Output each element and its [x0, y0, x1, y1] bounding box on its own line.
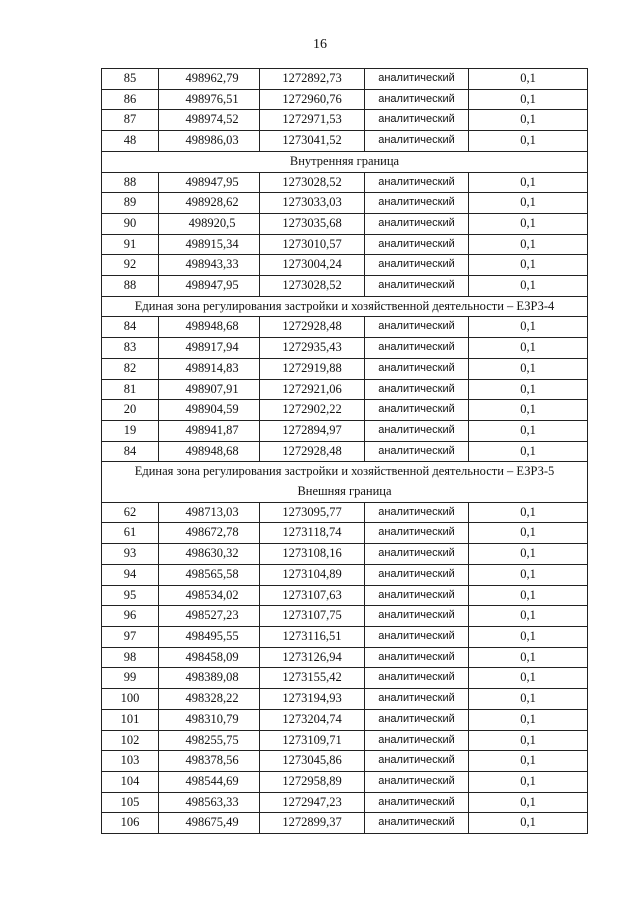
table-row [102, 172, 588, 193]
table-row [102, 730, 588, 751]
x-coordinate-cell: 498563,33 [159, 792, 260, 813]
x-coordinate-cell: 498672,78 [159, 523, 260, 544]
method-cell: аналитический [365, 813, 469, 834]
page-number: 16 [313, 37, 327, 52]
table-row [102, 110, 588, 131]
y-coordinate-cell: 1272928,48 [260, 317, 365, 338]
y-coordinate-cell: 1273095,77 [260, 502, 365, 523]
accuracy-cell: 0,1 [469, 400, 588, 421]
table-row [102, 193, 588, 214]
x-coordinate-cell: 498943,33 [159, 255, 260, 276]
section-title-line: Внешняя граница [297, 484, 392, 499]
x-coordinate-cell: 498914,83 [159, 358, 260, 379]
accuracy-cell: 0,1 [469, 234, 588, 255]
accuracy-cell: 0,1 [469, 502, 588, 523]
y-coordinate-cell: 1273045,86 [260, 751, 365, 772]
x-coordinate-cell: 498534,02 [159, 585, 260, 606]
table-row [102, 544, 588, 565]
method-cell: аналитический [365, 668, 469, 689]
point-number-cell: 20 [102, 400, 159, 421]
table-row [102, 689, 588, 710]
accuracy-cell: 0,1 [469, 255, 588, 276]
table-row [102, 338, 588, 359]
section-title-line: Единая зона регулирования застройки и хозяйственной деятельности – ЕЗРЗ-5 [134, 464, 555, 479]
y-coordinate-cell: 1273107,63 [260, 585, 365, 606]
section-title-line: Внутренняя граница [289, 153, 400, 168]
accuracy-cell: 0,1 [469, 213, 588, 234]
table-row [102, 647, 588, 668]
y-coordinate-cell: 1272919,88 [260, 358, 365, 379]
x-coordinate-cell: 498904,59 [159, 400, 260, 421]
x-coordinate-cell: 498928,62 [159, 193, 260, 214]
x-coordinate-cell: 498976,51 [159, 89, 260, 110]
accuracy-cell: 0,1 [469, 379, 588, 400]
accuracy-cell: 0,1 [469, 792, 588, 813]
x-coordinate-cell: 498941,87 [159, 420, 260, 441]
table-row [102, 606, 588, 627]
table-row [102, 276, 588, 297]
point-number-cell: 101 [102, 709, 159, 730]
x-coordinate-cell: 498974,52 [159, 110, 260, 131]
point-number-cell: 102 [102, 730, 159, 751]
method-cell: аналитический [365, 523, 469, 544]
section-header-row [102, 296, 588, 317]
x-coordinate-cell: 498962,79 [159, 69, 260, 90]
x-coordinate-cell: 498917,94 [159, 338, 260, 359]
y-coordinate-cell: 1272935,43 [260, 338, 365, 359]
accuracy-cell: 0,1 [469, 585, 588, 606]
method-cell: аналитический [365, 172, 469, 193]
y-coordinate-cell: 1273004,24 [260, 255, 365, 276]
method-cell: аналитический [365, 606, 469, 627]
accuracy-cell: 0,1 [469, 606, 588, 627]
y-coordinate-cell: 1273108,16 [260, 544, 365, 565]
y-coordinate-cell: 1272971,53 [260, 110, 365, 131]
point-number-cell: 62 [102, 502, 159, 523]
y-coordinate-cell: 1272892,73 [260, 69, 365, 90]
point-number-cell: 87 [102, 110, 159, 131]
method-cell: аналитический [365, 69, 469, 90]
x-coordinate-cell: 498389,08 [159, 668, 260, 689]
x-coordinate-cell: 498713,03 [159, 502, 260, 523]
point-number-cell: 106 [102, 813, 159, 834]
x-coordinate-cell: 498527,23 [159, 606, 260, 627]
x-coordinate-cell: 498986,03 [159, 131, 260, 152]
y-coordinate-cell: 1273204,74 [260, 709, 365, 730]
method-cell: аналитический [365, 338, 469, 359]
table-row [102, 131, 588, 152]
accuracy-cell: 0,1 [469, 110, 588, 131]
accuracy-cell: 0,1 [469, 69, 588, 90]
table-row [102, 771, 588, 792]
point-number-cell: 96 [102, 606, 159, 627]
x-coordinate-cell: 498328,22 [159, 689, 260, 710]
method-cell: аналитический [365, 276, 469, 297]
method-cell: аналитический [365, 234, 469, 255]
section-title [102, 296, 588, 317]
accuracy-cell: 0,1 [469, 172, 588, 193]
table-row [102, 255, 588, 276]
method-cell: аналитический [365, 626, 469, 647]
point-number-cell: 88 [102, 172, 159, 193]
table-row [102, 751, 588, 772]
point-number-cell: 88 [102, 276, 159, 297]
table-row [102, 379, 588, 400]
table-row [102, 213, 588, 234]
y-coordinate-cell: 1273028,52 [260, 172, 365, 193]
y-coordinate-cell: 1273116,51 [260, 626, 365, 647]
accuracy-cell: 0,1 [469, 813, 588, 834]
method-cell: аналитический [365, 110, 469, 131]
y-coordinate-cell: 1273155,42 [260, 668, 365, 689]
x-coordinate-cell: 498565,58 [159, 564, 260, 585]
table-row [102, 813, 588, 834]
y-coordinate-cell: 1272947,23 [260, 792, 365, 813]
point-number-cell: 95 [102, 585, 159, 606]
y-coordinate-cell: 1273033,03 [260, 193, 365, 214]
x-coordinate-cell: 498378,56 [159, 751, 260, 772]
point-number-cell: 89 [102, 193, 159, 214]
method-cell: аналитический [365, 771, 469, 792]
point-number-cell: 84 [102, 317, 159, 338]
accuracy-cell: 0,1 [469, 358, 588, 379]
point-number-cell: 48 [102, 131, 159, 152]
accuracy-cell: 0,1 [469, 193, 588, 214]
table-row [102, 523, 588, 544]
y-coordinate-cell: 1272958,89 [260, 771, 365, 792]
accuracy-cell: 0,1 [469, 317, 588, 338]
table-row [102, 626, 588, 647]
x-coordinate-cell: 498255,75 [159, 730, 260, 751]
method-cell: аналитический [365, 709, 469, 730]
method-cell: аналитический [365, 751, 469, 772]
point-number-cell: 61 [102, 523, 159, 544]
point-number-cell: 86 [102, 89, 159, 110]
table-row [102, 792, 588, 813]
point-number-cell: 94 [102, 564, 159, 585]
y-coordinate-cell: 1273104,89 [260, 564, 365, 585]
y-coordinate-cell: 1273035,68 [260, 213, 365, 234]
x-coordinate-cell: 498948,68 [159, 317, 260, 338]
method-cell: аналитический [365, 400, 469, 421]
table-row [102, 420, 588, 441]
point-number-cell: 83 [102, 338, 159, 359]
x-coordinate-cell: 498947,95 [159, 276, 260, 297]
method-cell: аналитический [365, 585, 469, 606]
accuracy-cell: 0,1 [469, 523, 588, 544]
y-coordinate-cell: 1272899,37 [260, 813, 365, 834]
method-cell: аналитический [365, 647, 469, 668]
x-coordinate-cell: 498495,55 [159, 626, 260, 647]
method-cell: аналитический [365, 564, 469, 585]
point-number-cell: 100 [102, 689, 159, 710]
x-coordinate-cell: 498544,69 [159, 771, 260, 792]
point-number-cell: 91 [102, 234, 159, 255]
method-cell: аналитический [365, 193, 469, 214]
method-cell: аналитический [365, 255, 469, 276]
accuracy-cell: 0,1 [469, 338, 588, 359]
x-coordinate-cell: 498947,95 [159, 172, 260, 193]
method-cell: аналитический [365, 420, 469, 441]
y-coordinate-cell: 1272902,22 [260, 400, 365, 421]
accuracy-cell: 0,1 [469, 89, 588, 110]
x-coordinate-cell: 498915,34 [159, 234, 260, 255]
y-coordinate-cell: 1273107,75 [260, 606, 365, 627]
x-coordinate-cell: 498630,32 [159, 544, 260, 565]
method-cell: аналитический [365, 544, 469, 565]
point-number-cell: 90 [102, 213, 159, 234]
table-row [102, 358, 588, 379]
table-row [102, 89, 588, 110]
table-row [102, 69, 588, 90]
method-cell: аналитический [365, 379, 469, 400]
method-cell: аналитический [365, 89, 469, 110]
point-number-cell: 19 [102, 420, 159, 441]
accuracy-cell: 0,1 [469, 131, 588, 152]
section-header-row [102, 151, 588, 172]
accuracy-cell: 0,1 [469, 709, 588, 730]
method-cell: аналитический [365, 792, 469, 813]
accuracy-cell: 0,1 [469, 544, 588, 565]
section-title-line: Единая зона регулирования застройки и хозяйственной деятельности – ЕЗРЗ-4 [134, 298, 555, 313]
accuracy-cell: 0,1 [469, 647, 588, 668]
point-number-cell: 92 [102, 255, 159, 276]
point-number-cell: 81 [102, 379, 159, 400]
table-row [102, 668, 588, 689]
x-coordinate-cell: 498310,79 [159, 709, 260, 730]
y-coordinate-cell: 1272921,06 [260, 379, 365, 400]
method-cell: аналитический [365, 131, 469, 152]
point-number-cell: 82 [102, 358, 159, 379]
accuracy-cell: 0,1 [469, 626, 588, 647]
x-coordinate-cell: 498458,09 [159, 647, 260, 668]
section-title [102, 151, 588, 172]
accuracy-cell: 0,1 [469, 276, 588, 297]
y-coordinate-cell: 1273126,94 [260, 647, 365, 668]
point-number-cell: 84 [102, 441, 159, 462]
method-cell: аналитический [365, 502, 469, 523]
accuracy-cell: 0,1 [469, 771, 588, 792]
table-row [102, 585, 588, 606]
point-number-cell: 105 [102, 792, 159, 813]
y-coordinate-cell: 1272928,48 [260, 441, 365, 462]
accuracy-cell: 0,1 [469, 689, 588, 710]
y-coordinate-cell: 1272894,97 [260, 420, 365, 441]
point-number-cell: 97 [102, 626, 159, 647]
x-coordinate-cell: 498907,91 [159, 379, 260, 400]
y-coordinate-cell: 1273118,74 [260, 523, 365, 544]
table-row [102, 234, 588, 255]
y-coordinate-cell: 1273109,71 [260, 730, 365, 751]
table-row [102, 400, 588, 421]
y-coordinate-cell: 1273194,93 [260, 689, 365, 710]
section-title [102, 462, 588, 502]
method-cell: аналитический [365, 730, 469, 751]
table-row [102, 441, 588, 462]
accuracy-cell: 0,1 [469, 751, 588, 772]
method-cell: аналитический [365, 213, 469, 234]
table-row [102, 502, 588, 523]
y-coordinate-cell: 1273028,52 [260, 276, 365, 297]
y-coordinate-cell: 1273010,57 [260, 234, 365, 255]
x-coordinate-cell: 498920,5 [159, 213, 260, 234]
point-number-cell: 93 [102, 544, 159, 565]
method-cell: аналитический [365, 441, 469, 462]
table-row [102, 317, 588, 338]
section-header-row [102, 462, 588, 502]
accuracy-cell: 0,1 [469, 564, 588, 585]
y-coordinate-cell: 1272960,76 [260, 89, 365, 110]
accuracy-cell: 0,1 [469, 441, 588, 462]
method-cell: аналитический [365, 317, 469, 338]
point-number-cell: 103 [102, 751, 159, 772]
x-coordinate-cell: 498948,68 [159, 441, 260, 462]
accuracy-cell: 0,1 [469, 420, 588, 441]
table-row [102, 564, 588, 585]
point-number-cell: 98 [102, 647, 159, 668]
table-row [102, 709, 588, 730]
accuracy-cell: 0,1 [469, 730, 588, 751]
y-coordinate-cell: 1273041,52 [260, 131, 365, 152]
coordinates-table [101, 68, 588, 834]
accuracy-cell: 0,1 [469, 668, 588, 689]
method-cell: аналитический [365, 689, 469, 710]
method-cell: аналитический [365, 358, 469, 379]
point-number-cell: 99 [102, 668, 159, 689]
point-number-cell: 85 [102, 69, 159, 90]
x-coordinate-cell: 498675,49 [159, 813, 260, 834]
point-number-cell: 104 [102, 771, 159, 792]
